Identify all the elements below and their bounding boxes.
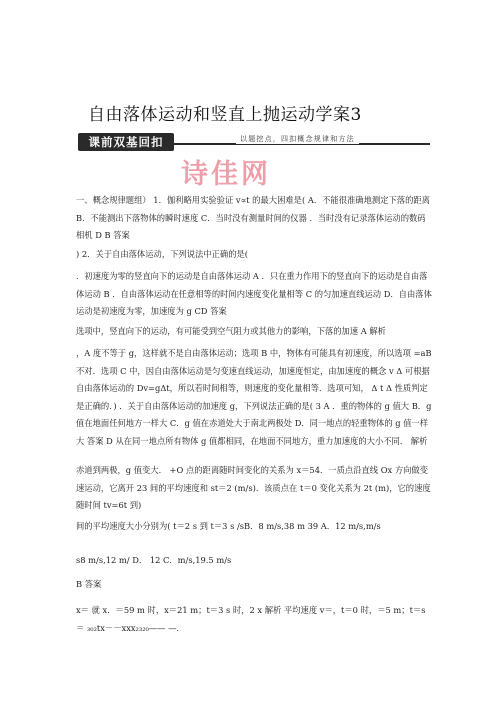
paragraph-q4-stem: 赤道到两极，g 值变大． +O 点的距离随时间变化的关系为 x＝54．一质点沿直线 Ox 方向做变速运动，它离开 23 间的平均速度和 st＝2 (m/s)．该质点在 t＝0 变化关系为 2t (m)，它的速度随时间 tv=6t 到) [76,465,431,511]
paragraph-q2-options: ．初速度为零的竖直向下的运动是自由落体运动 A ．只在重力作用下的竖直向下的运动是自由落体运动 B ．自由落体运动在任意相等的时间内速度变化量相等 C 的匀加速直线运动 D．自由落体运动是初速度为零，加速度为 g CD 答案 [76,271,432,317]
paragraph-q4-analysis: x＝ 就 x．＝59 m 时，x＝21 m；t＝3 s 时，2 x 解析 平均速度 v＝，t＝0 时，＝5 m；t＝s＝ ₃₀₂tx－－xxx₂₃₂₀—— —． [76,605,426,633]
paragraph-q4-options-b: s8 m/s,12 m/ D． 12 C．m/s,19.5 m/s [76,555,232,565]
paragraph-q4-answer: B 答案 [76,579,102,589]
section-tag: 课前双基回扣 [78,133,174,151]
paragraph-q2-analysis-q3: ，A 度不等于 g，这样就不是自由落体运动；选项 B 中，物体有可能具有初速度，所以选项 =aB 不对．选项 C 中，因自由落体运动是匀变速直线运动，加速度恒定，由加速度的概念 v Δ 可根据自由落体运动的 Dv=gΔt，所以若时间相等，则速度的变化量相等．选项可知， Δ t Δ 性质判定是正确的．) ．关于自由落体运动的加速度 g，下列说法正确的是( 3 A ．重的物体的 g 值大 B．g 值在地面任何地方一样大 C．g 值在赤道处大于南北两极处 D．同一地点的轻重物体的 g 值一样大 答案 D 从在同一地点所有物体 g 值都相同，在地面不同地方，重力加速度的大小不同． 解析 [76,348,432,446]
paragraph-q2-stem: ) 2．关于自由落体运动，下列说法中正确的是( [76,249,249,259]
page-title: 自由落体运动和竖直上抛运动学案3 [88,105,362,125]
section-subtitle: 以题挖点，四扣概念规律和方法 [236,134,359,144]
paragraph-concept-q1: 一、概念规律题组） 1．伽利略用实验验证 v∝t 的最大困难是( A．不能很准确地测定下落的距离 B．不能测出下落物体的瞬时速度 C．当时没有测量时间的仪器 ．当时没有记录落体运动的数码相机 D B 答案 [76,195,430,241]
paragraph-q4-options-a: 间的平均速度大小分别为( t＝2 s 到 t＝3 s /sB．8 m/s,38 m 39 A．12 m/s,m/s [76,521,381,531]
watermark-text: 诗佳网 [181,159,271,190]
paragraph-q2-analysis-head: 选项中，竖直向下的运动，有可能受到空气阻力或其他力的影响，下落的加速 A 解析 [76,326,386,336]
